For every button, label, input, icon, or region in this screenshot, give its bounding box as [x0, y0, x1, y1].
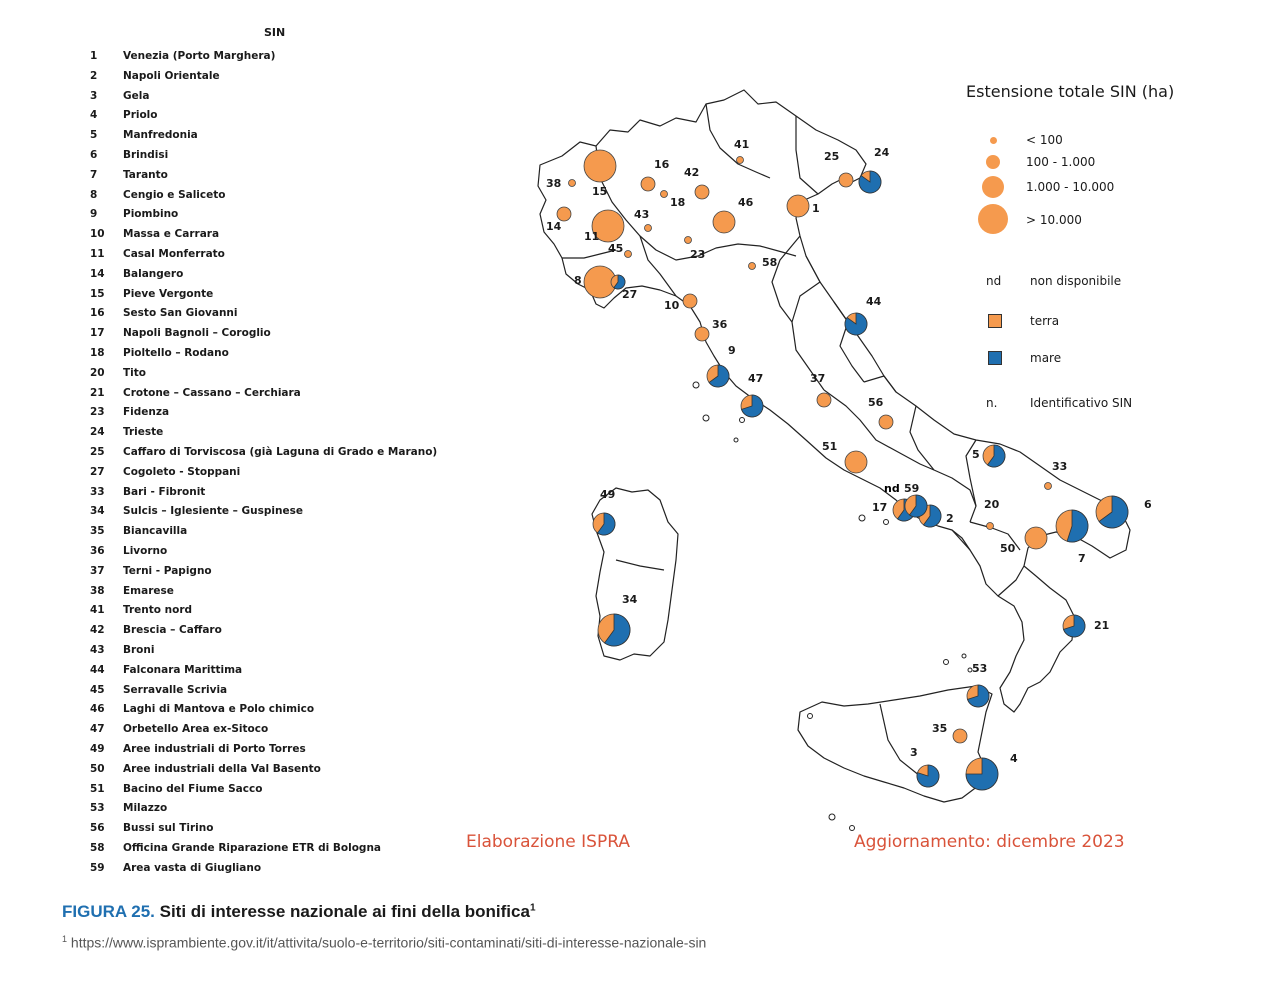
sin-name: Taranto	[123, 168, 168, 181]
marker-land-share	[683, 294, 697, 308]
marker-label: 51	[822, 440, 838, 453]
footnote	[62, 934, 706, 951]
size-dot-xs	[990, 137, 997, 144]
sin-name: Napoli Bagnoli – Coroglio	[123, 327, 271, 340]
sin-name: Trento nord	[123, 604, 193, 617]
sin-marker-43	[634, 208, 652, 232]
sin-number: 8	[90, 188, 98, 201]
sin-number: 36	[90, 545, 105, 557]
marker-label: 53	[972, 662, 988, 675]
sin-number: 45	[90, 683, 105, 696]
sin-list-item	[84, 525, 464, 543]
sin-number: 50	[90, 762, 105, 775]
credit-elaboration: Elaborazione ISPRA	[466, 832, 630, 852]
sin-number: 56	[90, 822, 105, 835]
sin-marker-5	[972, 445, 1005, 467]
sin-name: Trieste	[123, 426, 164, 439]
sin-marker-33	[1045, 460, 1068, 490]
sin-name: Area vasta di Giugliano	[123, 861, 262, 874]
marker-land-share	[685, 237, 692, 244]
sin-name: Serravalle Scrivia	[123, 683, 228, 696]
sin-number: 43	[90, 644, 105, 656]
marker-label: 44	[866, 295, 882, 308]
marker-label: 43	[634, 208, 650, 221]
legend-nd-label: non disponibile	[1030, 274, 1122, 288]
marker-land-share	[641, 177, 655, 191]
sin-marker-41	[734, 138, 749, 164]
map-legend	[960, 80, 1260, 430]
legend-size-3: 1.000 - 10.000	[1026, 180, 1115, 194]
marker-label: 24	[874, 146, 890, 159]
sin-number: 23	[90, 406, 105, 419]
marker-land-share	[845, 451, 867, 473]
marker-label: 42	[684, 166, 700, 179]
sin-number: 47	[90, 723, 105, 736]
sin-list-item	[84, 367, 464, 385]
sin-list-item	[84, 624, 464, 642]
sin-list-item	[84, 189, 464, 207]
figure-caption	[62, 902, 536, 922]
legend-land-label: terra	[1030, 314, 1060, 328]
marker-land-share	[661, 191, 668, 198]
sin-list-item	[84, 149, 464, 167]
sin-name: Cengio e Saliceto	[123, 188, 226, 201]
sin-list-item	[84, 347, 464, 365]
sin-name: Emarese	[123, 584, 174, 597]
sin-marker-20	[984, 498, 1000, 530]
sin-number: 7	[90, 168, 98, 181]
sin-list-item	[84, 802, 464, 820]
sin-marker-38	[546, 177, 576, 190]
sin-name: Laghi di Mantova e Polo chimico	[123, 703, 315, 716]
sin-list-item	[84, 70, 464, 88]
marker-label: 16	[654, 158, 670, 171]
legend-size-4: > 10.000	[1026, 213, 1082, 227]
legend-size-1: < 100	[1026, 133, 1063, 147]
sin-list-item	[84, 228, 464, 246]
marker-land-share	[569, 180, 576, 187]
marker-land-share	[713, 211, 735, 233]
sin-name: Pieve Vergonte	[123, 287, 214, 300]
sin-name: Orbetello Area ex-Sitoco	[123, 723, 269, 736]
legend-sea-label: mare	[1030, 351, 1062, 365]
sin-number: 58	[90, 842, 105, 854]
sin-marker-25	[824, 150, 853, 187]
sin-name: Balangero	[123, 267, 184, 280]
sin-number: 17	[90, 327, 105, 340]
marker-label: 18	[670, 196, 686, 209]
marker-label: 35	[932, 722, 948, 735]
marker-label: 7	[1078, 552, 1086, 565]
size-dot-m	[982, 176, 1004, 198]
sin-list-header: SIN	[264, 26, 286, 39]
sin-list-item	[84, 684, 464, 702]
sin-name: Manfredonia	[123, 129, 198, 142]
sicily-outline	[798, 686, 992, 802]
sin-number: 9	[90, 208, 98, 221]
sin-name: Terni - Papigno	[123, 564, 212, 577]
sin-number: 27	[90, 465, 105, 478]
marker-label: 6	[1144, 498, 1152, 511]
sin-list-item	[84, 109, 464, 127]
sin-list-item	[84, 208, 464, 226]
marker-label: 25	[824, 150, 840, 163]
marker-label: 3	[910, 746, 918, 759]
footnote-ref: 1	[529, 902, 536, 914]
marker-land-share	[695, 185, 709, 199]
sin-list-item	[84, 307, 464, 325]
sin-list-item	[84, 50, 464, 68]
marker-label: 5	[972, 448, 980, 461]
sin-number: 24	[90, 426, 105, 439]
marker-label: 20	[984, 498, 1000, 511]
sin-number: 4	[90, 109, 98, 122]
sin-marker-35	[932, 722, 967, 743]
sin-number: 33	[90, 485, 105, 498]
sin-marker-56	[868, 396, 893, 429]
marker-label: 1	[812, 202, 820, 215]
legend-id-code: n.	[986, 396, 998, 410]
land-swatch	[988, 314, 1002, 328]
marker-land-share	[839, 173, 853, 187]
sin-name: Bussi sul Tirino	[123, 822, 214, 835]
sin-number: 10	[90, 228, 105, 241]
marker-land-share	[787, 195, 809, 217]
marker-label: 34	[622, 593, 638, 606]
figure-label: FIGURA 25.	[62, 902, 155, 921]
marker-land-share	[584, 150, 616, 182]
sin-marker-14	[546, 207, 571, 233]
sin-number: 18	[90, 347, 105, 359]
sin-name: Cogoleto - Stoppani	[123, 465, 241, 478]
sin-list-item	[84, 822, 464, 840]
sin-list-item	[84, 327, 464, 345]
marker-land-share	[817, 393, 831, 407]
sin-number: 34	[90, 505, 105, 518]
sin-name: Sulcis – Iglesiente – Guspinese	[123, 505, 303, 518]
sin-marker-53	[967, 662, 989, 707]
marker-label: 50	[1000, 542, 1016, 555]
sin-list-item	[84, 565, 464, 583]
marker-land-share	[987, 523, 994, 530]
size-dot-l	[978, 204, 1008, 234]
sin-marker-11	[584, 210, 624, 243]
sin-list-item	[84, 446, 464, 464]
sin-marker-46	[713, 196, 754, 233]
sin-list-item	[84, 288, 464, 306]
sin-list-item	[84, 604, 464, 622]
sin-number: 44	[90, 663, 105, 676]
sin-marker-42	[684, 166, 709, 199]
sin-name: Massa e Carrara	[123, 228, 220, 241]
marker-label: 10	[664, 299, 680, 312]
sin-name: Aree industriali di Porto Torres	[123, 743, 306, 755]
sin-number: 53	[90, 802, 105, 815]
sin-list-item	[84, 466, 464, 484]
sin-name: Casal Monferrato	[123, 248, 225, 260]
sin-marker-45	[608, 242, 632, 258]
marker-label: 21	[1094, 619, 1110, 632]
legend-id-label: Identificativo SIN	[1030, 396, 1133, 410]
sin-name: Brescia – Caffaro	[123, 624, 222, 637]
sin-marker-4	[966, 752, 1018, 790]
marker-label: 41	[734, 138, 750, 151]
footnote-url[interactable]: https://www.isprambiente.gov.it/it/attivita/suolo-e-territorio/siti-contaminati/siti-di-interesse-nazionale-sin	[70, 934, 707, 951]
marker-label: 59	[904, 482, 920, 495]
marker-land-share	[1045, 483, 1052, 490]
sin-marker-16	[641, 158, 670, 191]
sin-list-item	[84, 862, 464, 880]
sin-number: 5	[90, 129, 98, 142]
marker-label: 8	[574, 274, 582, 287]
sin-name: Crotone – Cassano – Cerchiara	[123, 386, 301, 399]
marker-label: 11	[584, 230, 600, 243]
sin-number: 41	[90, 604, 105, 617]
sin-number: 25	[90, 446, 105, 458]
sin-marker-3	[910, 746, 939, 787]
sin-marker-44	[845, 295, 882, 335]
sin-name: Broni	[123, 644, 155, 656]
sin-list-item	[84, 763, 464, 781]
sin-list-item	[84, 406, 464, 424]
footnote-mark: 1	[62, 934, 68, 944]
sin-name: Bari - Fibronit	[123, 485, 206, 498]
sin-number: 20	[90, 366, 105, 379]
sin-marker-51	[822, 440, 867, 473]
marker-land-share	[953, 729, 967, 743]
sin-name: Brindisi	[123, 149, 169, 161]
marker-label: 14	[546, 220, 562, 233]
sin-number: 16	[90, 307, 105, 320]
sin-list-item	[84, 426, 464, 444]
sin-marker-58	[749, 256, 778, 270]
marker-label: 23	[690, 248, 706, 261]
sin-list-item	[84, 545, 464, 563]
sin-marker-18	[661, 191, 686, 210]
marker-land-share	[645, 225, 652, 232]
marker-label: 33	[1052, 460, 1068, 473]
sin-name: Sesto San Giovanni	[123, 307, 238, 320]
marker-label: 47	[748, 372, 764, 385]
sin-list-item	[84, 486, 464, 504]
marker-land-share	[737, 157, 744, 164]
marker-land-share	[749, 263, 756, 270]
sin-number: 51	[90, 782, 105, 795]
marker-land-share	[625, 251, 632, 258]
sin-name: Aree industriali della Val Basento	[123, 762, 321, 775]
sin-number: 42	[90, 624, 105, 637]
sin-list-item	[84, 585, 464, 603]
sin-marker-1	[787, 195, 820, 217]
size-dot-s	[986, 155, 1000, 169]
legend-nd-code: nd	[986, 274, 1002, 288]
sin-name: Gela	[123, 89, 150, 102]
marker-nd-prefix: nd	[884, 482, 900, 495]
sin-number: 49	[90, 743, 105, 755]
sin-list-item	[84, 169, 464, 187]
sin-list-item	[84, 387, 464, 405]
sin-name: Biancavilla	[123, 525, 188, 538]
sin-list-item	[84, 783, 464, 801]
sin-number: 11	[90, 248, 105, 260]
sin-number: 1	[90, 50, 98, 62]
sin-list-item	[84, 723, 464, 741]
sin-list-item	[84, 703, 464, 721]
marker-land-share	[1025, 527, 1047, 549]
marker-label: 15	[592, 185, 608, 198]
marker-land-share	[879, 415, 893, 429]
marker-label: 17	[872, 501, 888, 514]
sin-name: Bacino del Fiume Sacco	[123, 782, 263, 795]
credit-update: Aggiornamento: dicembre 2023	[854, 832, 1125, 852]
marker-label: 58	[762, 256, 778, 269]
sin-name: Fidenza	[123, 406, 170, 419]
sin-list-item	[84, 268, 464, 286]
marker-label: 46	[738, 196, 754, 209]
marker-label: 2	[946, 512, 954, 525]
sin-marker-37	[810, 372, 831, 407]
marker-label: 56	[868, 396, 884, 409]
sin-marker-21	[1063, 615, 1109, 637]
sin-number: 2	[90, 69, 98, 82]
sin-list-item	[84, 90, 464, 108]
sin-marker-49	[593, 488, 615, 535]
sin-number: 46	[90, 703, 105, 716]
marker-label: 37	[810, 372, 826, 385]
sin-name: Officina Grande Riparazione ETR di Bologna	[123, 842, 382, 854]
sin-name: Milazzo	[123, 802, 168, 815]
figure-title: Siti di interesse nazionale ai fini della bonifica	[159, 902, 530, 921]
sea-swatch	[988, 351, 1002, 365]
sin-marker-15	[584, 150, 616, 198]
marker-label: 36	[712, 318, 728, 331]
sin-number: 3	[90, 89, 98, 102]
sin-number: 37	[90, 564, 105, 577]
marker-label: 9	[728, 344, 736, 357]
sin-marker-7	[1056, 510, 1088, 565]
sin-name: Priolo	[123, 109, 158, 122]
sin-name: Venezia (Porto Marghera)	[123, 50, 276, 62]
sin-marker-6	[1096, 496, 1152, 528]
sin-name: Pioltello – Rodano	[123, 347, 229, 359]
sin-marker-47	[741, 372, 763, 417]
sin-marker-34	[598, 593, 638, 646]
sin-list-item	[84, 842, 464, 860]
sin-number: 35	[90, 525, 105, 538]
sin-list	[84, 26, 464, 886]
legend-size-2: 100 - 1.000	[1026, 155, 1096, 169]
sin-name: Piombino	[123, 208, 179, 221]
sin-marker-8	[574, 266, 616, 298]
sin-list-item	[84, 248, 464, 266]
marker-label: 38	[546, 177, 562, 190]
sin-number: 14	[90, 267, 105, 280]
sin-list-item	[84, 743, 464, 761]
sin-name: Falconara Marittima	[123, 663, 243, 676]
sin-number: 38	[90, 584, 105, 597]
sin-list-item	[84, 505, 464, 523]
sin-name: Caffaro di Torviscosa (già Laguna di Grado e Marano)	[123, 446, 438, 458]
sin-list-item	[84, 644, 464, 662]
sin-marker-50	[1000, 527, 1047, 555]
legend-title: Estensione totale SIN (ha)	[966, 82, 1175, 101]
marker-label: 27	[622, 288, 638, 301]
sin-number: 6	[90, 149, 98, 161]
marker-label: 45	[608, 242, 624, 255]
sin-number: 15	[90, 287, 105, 300]
marker-land-share	[695, 327, 709, 341]
marker-land-share	[557, 207, 571, 221]
sin-list-item	[84, 129, 464, 147]
sin-name: Napoli Orientale	[123, 69, 220, 82]
marker-label: 4	[1010, 752, 1018, 765]
sin-number: 59	[90, 861, 105, 874]
marker-label: 49	[600, 488, 616, 501]
sin-list-item	[84, 664, 464, 682]
sin-number: 21	[90, 386, 105, 399]
sin-name: Livorno	[123, 545, 168, 557]
sin-name: Tito	[123, 366, 146, 379]
